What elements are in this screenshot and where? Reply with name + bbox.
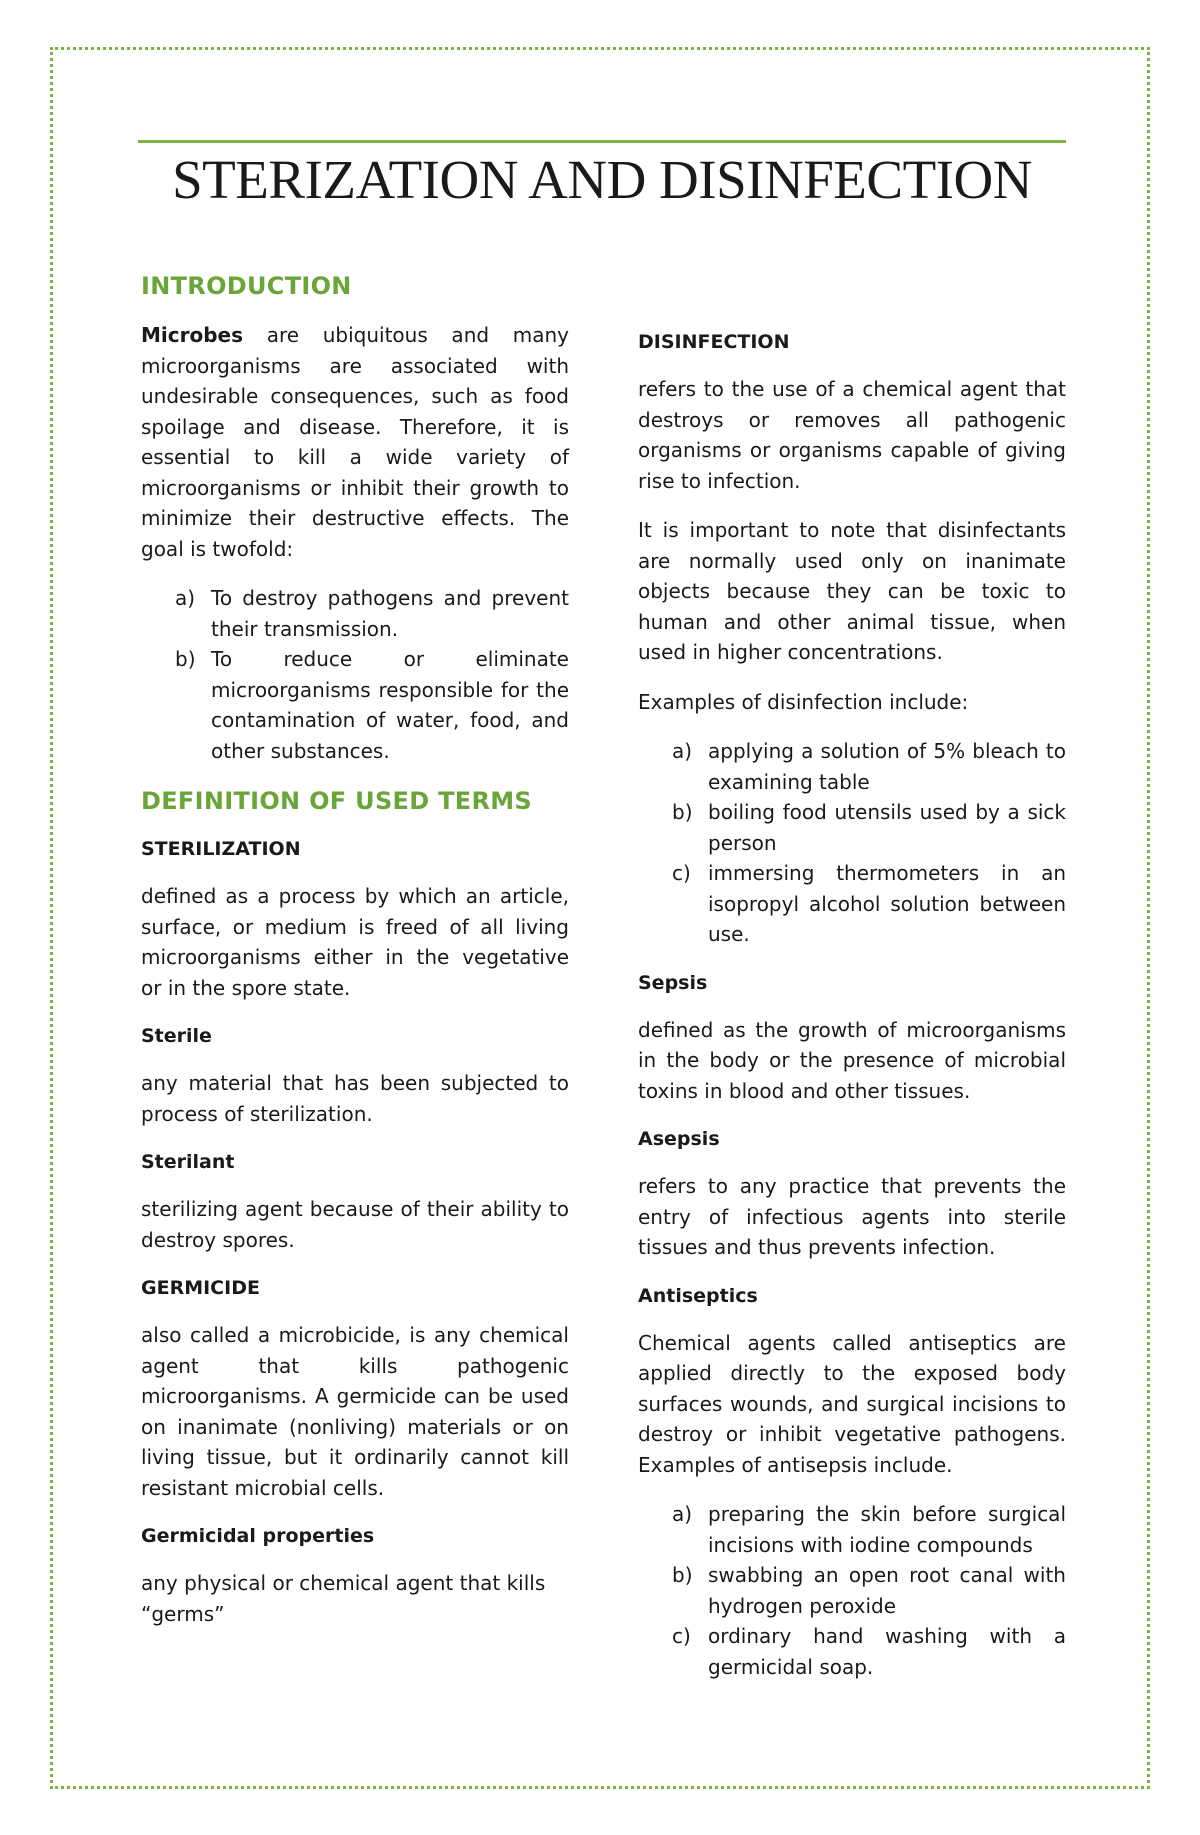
list-item bbox=[672, 1499, 1066, 1560]
germicide-term: GERMICIDE bbox=[141, 1277, 260, 1299]
sterilization-definition: defined as a process by which an article, surface, or medium is freed of all living microorganisms either in the vegetative or in the spore state. bbox=[141, 884, 569, 1000]
asepsis-term: Asepsis bbox=[638, 1128, 720, 1150]
disinfection-examples-list bbox=[638, 736, 1066, 950]
asepsis-definition: refers to any practice that prevents the entry of infectious agents into sterile tissues and thus prevents infection. bbox=[638, 1174, 1066, 1259]
list-item-text: ordinary hand washing with a germicidal soap. bbox=[708, 1624, 1066, 1679]
list-marker: c) bbox=[672, 1624, 691, 1648]
page-title: STERIZATION AND DISINFECTION bbox=[172, 149, 1032, 210]
list-item bbox=[175, 644, 569, 766]
sterile-term: Sterile bbox=[141, 1025, 212, 1047]
introduction-text: are ubiquitous and many microorganisms are associated with undesirable consequences, such as food spoilage and disease. Therefore, it is essential to kill a wide variety of microorganisms or inhibit their growth to minimize their destructive effects. The goal is twofold: bbox=[141, 323, 569, 561]
sepsis-term: Sepsis bbox=[638, 971, 708, 994]
list-marker: a) bbox=[672, 1502, 693, 1526]
list-item bbox=[672, 1621, 1066, 1682]
list-item-text: preparing the skin before surgical incisions with iodine compounds bbox=[708, 1502, 1066, 1557]
list-item-text: To destroy pathogens and prevent their transmission. bbox=[211, 586, 569, 641]
list-marker: b) bbox=[175, 647, 196, 671]
list-item bbox=[672, 858, 1066, 950]
list-marker: a) bbox=[672, 739, 693, 763]
sterilization-term: STERILIZATION bbox=[141, 838, 301, 860]
disinfection-term: DISINFECTION bbox=[638, 331, 790, 353]
sterilant-term: Sterilant bbox=[141, 1151, 235, 1173]
antiseptics-definition: Chemical agents called antiseptics are applied directly to the exposed body surfaces wounds, and surgical incisions to destroy or inhibit vegetative pathogens. Examples of antisepsis include. bbox=[638, 1330, 1066, 1477]
list-marker: c) bbox=[672, 861, 691, 885]
list-marker: b) bbox=[672, 1563, 693, 1587]
sepsis-definition: defined as the growth of microorganisms in the body or the presence of microbial toxins in blood and other tissues. bbox=[638, 1017, 1066, 1103]
list-item-text: applying a solution of 5% bleach to examining table bbox=[708, 739, 1066, 794]
list-marker: a) bbox=[175, 586, 196, 610]
list-item bbox=[672, 797, 1066, 858]
antisepsis-examples-list bbox=[638, 1499, 1066, 1682]
list-item bbox=[672, 736, 1066, 797]
disinfection-examples-intro: Examples of disinfection include: bbox=[638, 689, 969, 714]
introduction-heading: INTRODUCTION bbox=[141, 272, 352, 300]
microbes-lead: Microbes bbox=[141, 323, 244, 347]
sterile-definition: any material that has been subjected to process of sterilization. bbox=[141, 1071, 569, 1126]
list-item-text: swabbing an open root canal with hydrogen peroxide bbox=[708, 1563, 1066, 1618]
germicidal-properties-definition: any physical or chemical agent that kills “germs” bbox=[141, 1571, 546, 1626]
sterilant-definition: sterilizing agent because of their ability to destroy spores. bbox=[141, 1197, 569, 1252]
list-marker: b) bbox=[672, 800, 693, 824]
list-item bbox=[175, 583, 569, 644]
list-item-text: To reduce or eliminate microorganisms responsible for the contamination of water, food, and other substances. bbox=[211, 647, 569, 763]
left-column bbox=[141, 270, 569, 1648]
germicide-definition: also called a microbicide, is any chemical agent that kills pathogenic microorganisms. A germicide can be used on inanimate (nonliving) materials or on living tissue, but it ordinarily cannot kill resistant microbial cells. bbox=[141, 1323, 569, 1500]
goals-list bbox=[141, 583, 569, 766]
list-item bbox=[672, 1560, 1066, 1621]
definition-heading: DEFINITION OF USED TERMS bbox=[141, 787, 533, 815]
title-rule bbox=[138, 140, 1066, 143]
germicidal-properties-term: Germicidal properties bbox=[141, 1525, 375, 1547]
introduction-paragraph bbox=[141, 320, 569, 564]
list-item-text: immersing thermometers in an isopropyl alcohol solution between use. bbox=[708, 861, 1066, 946]
right-column bbox=[638, 328, 1066, 1701]
list-item-text: boiling food utensils used by a sick person bbox=[708, 800, 1066, 855]
antiseptics-term: Antiseptics bbox=[638, 1284, 758, 1307]
disinfection-definition: refers to the use of a chemical agent that destroys or removes all pathogenic organisms or organisms capable of giving rise to infection. bbox=[638, 377, 1066, 493]
disinfectant-note: It is important to note that disinfectants are normally used only on inanimate objects because they can be toxic to human and other animal tissue, when used in higher concentrations. bbox=[638, 518, 1066, 664]
